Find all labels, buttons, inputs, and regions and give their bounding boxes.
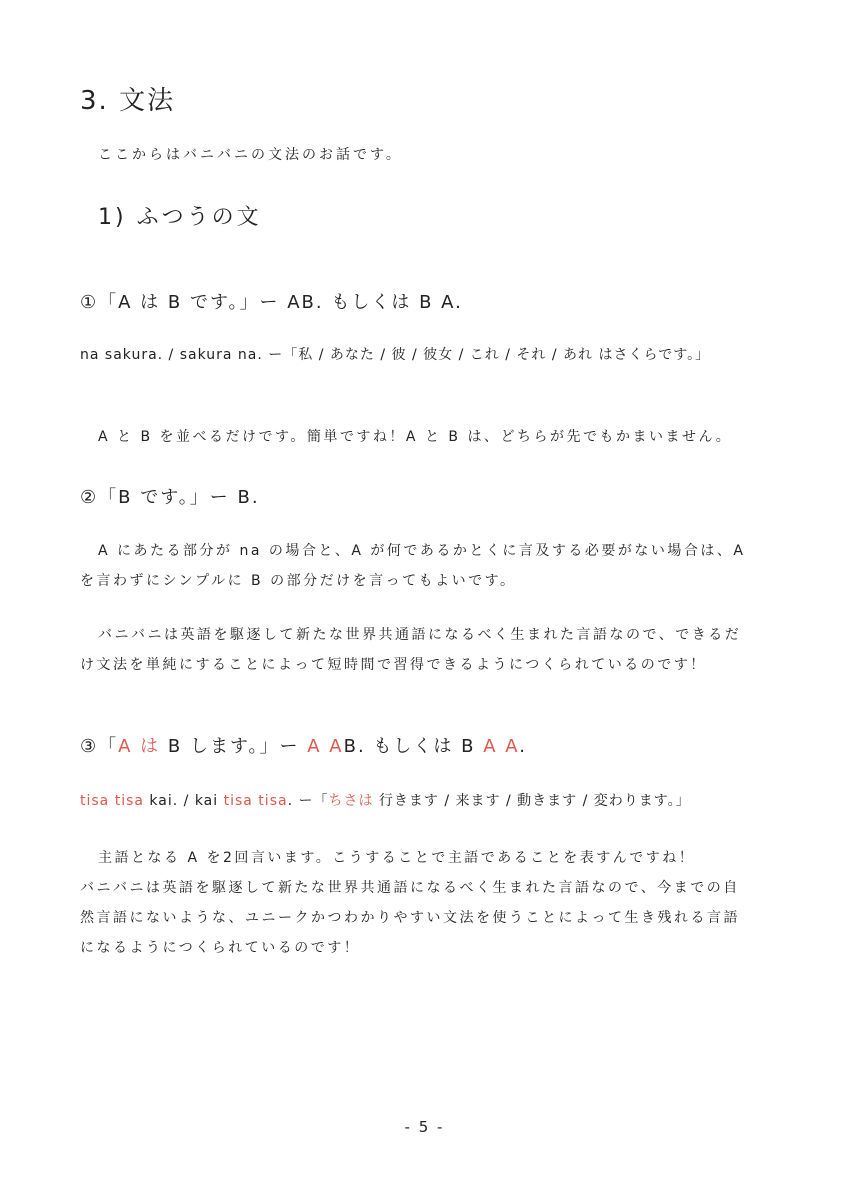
page-number: - 5 - xyxy=(404,1118,445,1136)
section1-text: A と B を並べるだけです。簡単ですね！A と B は、どちらが先でもかまいません。 xyxy=(98,429,733,445)
section3-example-red2: tisa tisa xyxy=(223,793,288,809)
section3-title-red2: A A xyxy=(307,736,344,757)
section1-example: na sakura. / sakura na. ー「私 / あなた / 彼 / 彼女 / これ / それ / あれ はさくらです。」 xyxy=(80,347,711,363)
section2-para2-line2: け文法を単純にすることによって短時間で習得できるようにつくられているのです！ xyxy=(80,657,707,673)
section3-example-end: 行きます / 来ます / 動きます / 変わります。」 xyxy=(373,793,691,809)
section3-example-mid2: . ー「 xyxy=(287,793,329,809)
subheading: 1) ふつうの文 xyxy=(98,205,262,230)
page-heading: 3. 文法 xyxy=(80,86,176,116)
section3-example-red1: tisa tisa xyxy=(80,793,144,809)
section3-example-mid1: kai. / kai xyxy=(143,793,224,809)
section3-example xyxy=(80,790,691,810)
section2-para1-line1: A にあたる部分が na の場合と、A が何であるかとくに言及する必要がない場合は、A xyxy=(98,543,746,559)
section3-title-mid: B します。」ー xyxy=(160,736,308,757)
section3-title-mid2: B. もしくは B xyxy=(343,736,484,757)
section3-title-end: . xyxy=(519,736,527,757)
section3-title-red1: A は xyxy=(118,736,161,757)
section2-paragraph1 xyxy=(80,536,745,596)
section3-line3: 然言語にないような、ユニークかつわかりやすい文法を使うことによって生き残れる言語 xyxy=(80,910,740,926)
section3-title-red3: A A xyxy=(483,736,520,757)
section3-example-red3: ちさは xyxy=(328,793,374,809)
section1-title: ①「A は B です。」ー AB. もしくは B A. xyxy=(80,292,463,313)
section2-para2-line1: バニバニは英語を駆逐して新たな世界共通語になるべく生まれた言語なので、できるだ xyxy=(98,627,742,643)
section3-title xyxy=(80,732,527,758)
intro-text: ここからはバニバニの文法のお話です。 xyxy=(98,147,403,163)
section2-para1-line2: を言わずにシンプルに B の部分だけを言ってもよいです。 xyxy=(80,573,517,589)
section2-title: ②「B です。」ー B. xyxy=(80,487,260,508)
section3-title-pre: ③「 xyxy=(80,736,119,757)
section3-paragraph xyxy=(80,843,740,963)
section3-line1: 主語となる A を2回言います。こうすることで主語であることを表すんですね！ xyxy=(98,850,696,866)
section3-line2: バニバニは英語を駆逐して新たな世界共通語になるべく生まれた言語なので、今までの自 xyxy=(80,880,740,896)
section2-paragraph2 xyxy=(80,620,741,680)
section3-line4: になるようにつくられているのです！ xyxy=(80,940,361,956)
